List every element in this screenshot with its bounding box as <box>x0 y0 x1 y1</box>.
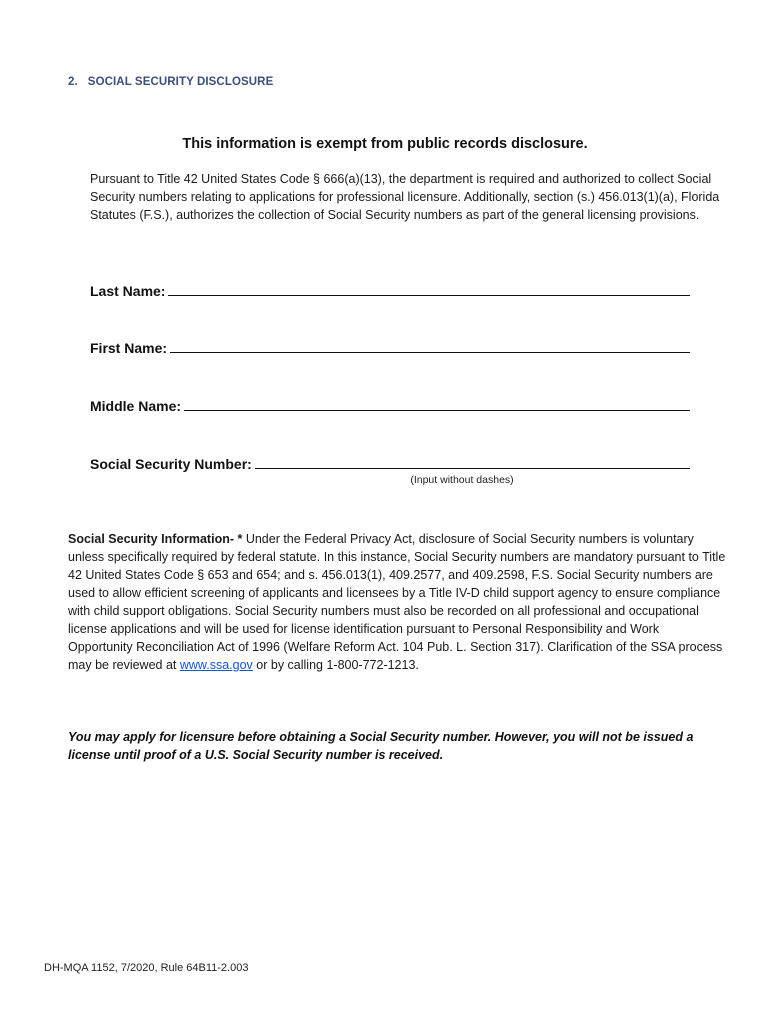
licensure-notice: You may apply for licensure before obtaining a Social Security number. However, you will not be issued a license until proof of a U.S. Social Security number is received. <box>68 730 694 762</box>
last-name-field <box>90 281 690 299</box>
ssn-input-line[interactable] <box>255 454 690 469</box>
ssn-label: Social Security Number: <box>90 456 252 472</box>
section-heading <box>68 76 273 88</box>
last-name-label: Last Name: <box>90 283 166 299</box>
ssa-link[interactable]: www.ssa.gov <box>179 658 253 672</box>
exempt-title: This information is exempt from public records disclosure. <box>182 136 588 152</box>
last-name-input-line[interactable] <box>168 281 690 296</box>
first-name-input-line[interactable] <box>170 338 690 353</box>
ssn-hint: (Input without dashes) <box>410 474 514 486</box>
form-footer: DH-MQA 1152, 7/2020, Rule 64B11-2.003 <box>44 962 249 974</box>
middle-name-label: Middle Name: <box>90 398 182 414</box>
middle-name-input-line[interactable] <box>184 396 690 411</box>
ssn-information-body: Under the Federal Privacy Act, disclosure of Social Security numbers is voluntary unless specifically required by federal statute. In this instance, Social Security numbers are mandatory pursuant to Title 42 United States Code § 653 and 654; and s. 456.013(1), 409.2577, and 409.2598, F.S. Social Security numbers are used to allow efficient screening of applicants and licensees by a Title IV-D child support agency to ensure compliance with child support obligations. Social Security numbers must also be recorded on all professional and occupational license applications and will be used for license identification pursuant to Personal Responsibility and Work Opportunity Reconciliation Act of 1996 (Welfare Reform Act. 104 Pub. L. Section 317). Clarification of the SSA process may be reviewed at <box>68 532 726 672</box>
first-name-label: First Name: <box>90 340 168 356</box>
first-name-field <box>90 338 690 356</box>
section-number: 2. <box>68 76 78 88</box>
ssn-field <box>90 454 690 472</box>
ssn-information-paragraph <box>68 530 726 674</box>
ssn-information-lead: Social Security Information- * <box>68 532 243 546</box>
ssn-information-tail: or by calling 1-800-772-1213. <box>252 658 419 672</box>
intro-paragraph: Pursuant to Title 42 United States Code § 666(a)(13), the department is required and authorized to collect Social Security numbers relating to applications for professional licensure. Additionally, section (s.) 456.013(1)(a), Florida Statutes (F.S.), authorizes the collection of Social Security numbers as part of the general licensing provisions. <box>90 172 720 222</box>
section-title: SOCIAL SECURITY DISCLOSURE <box>87 76 274 88</box>
middle-name-field <box>90 396 690 414</box>
